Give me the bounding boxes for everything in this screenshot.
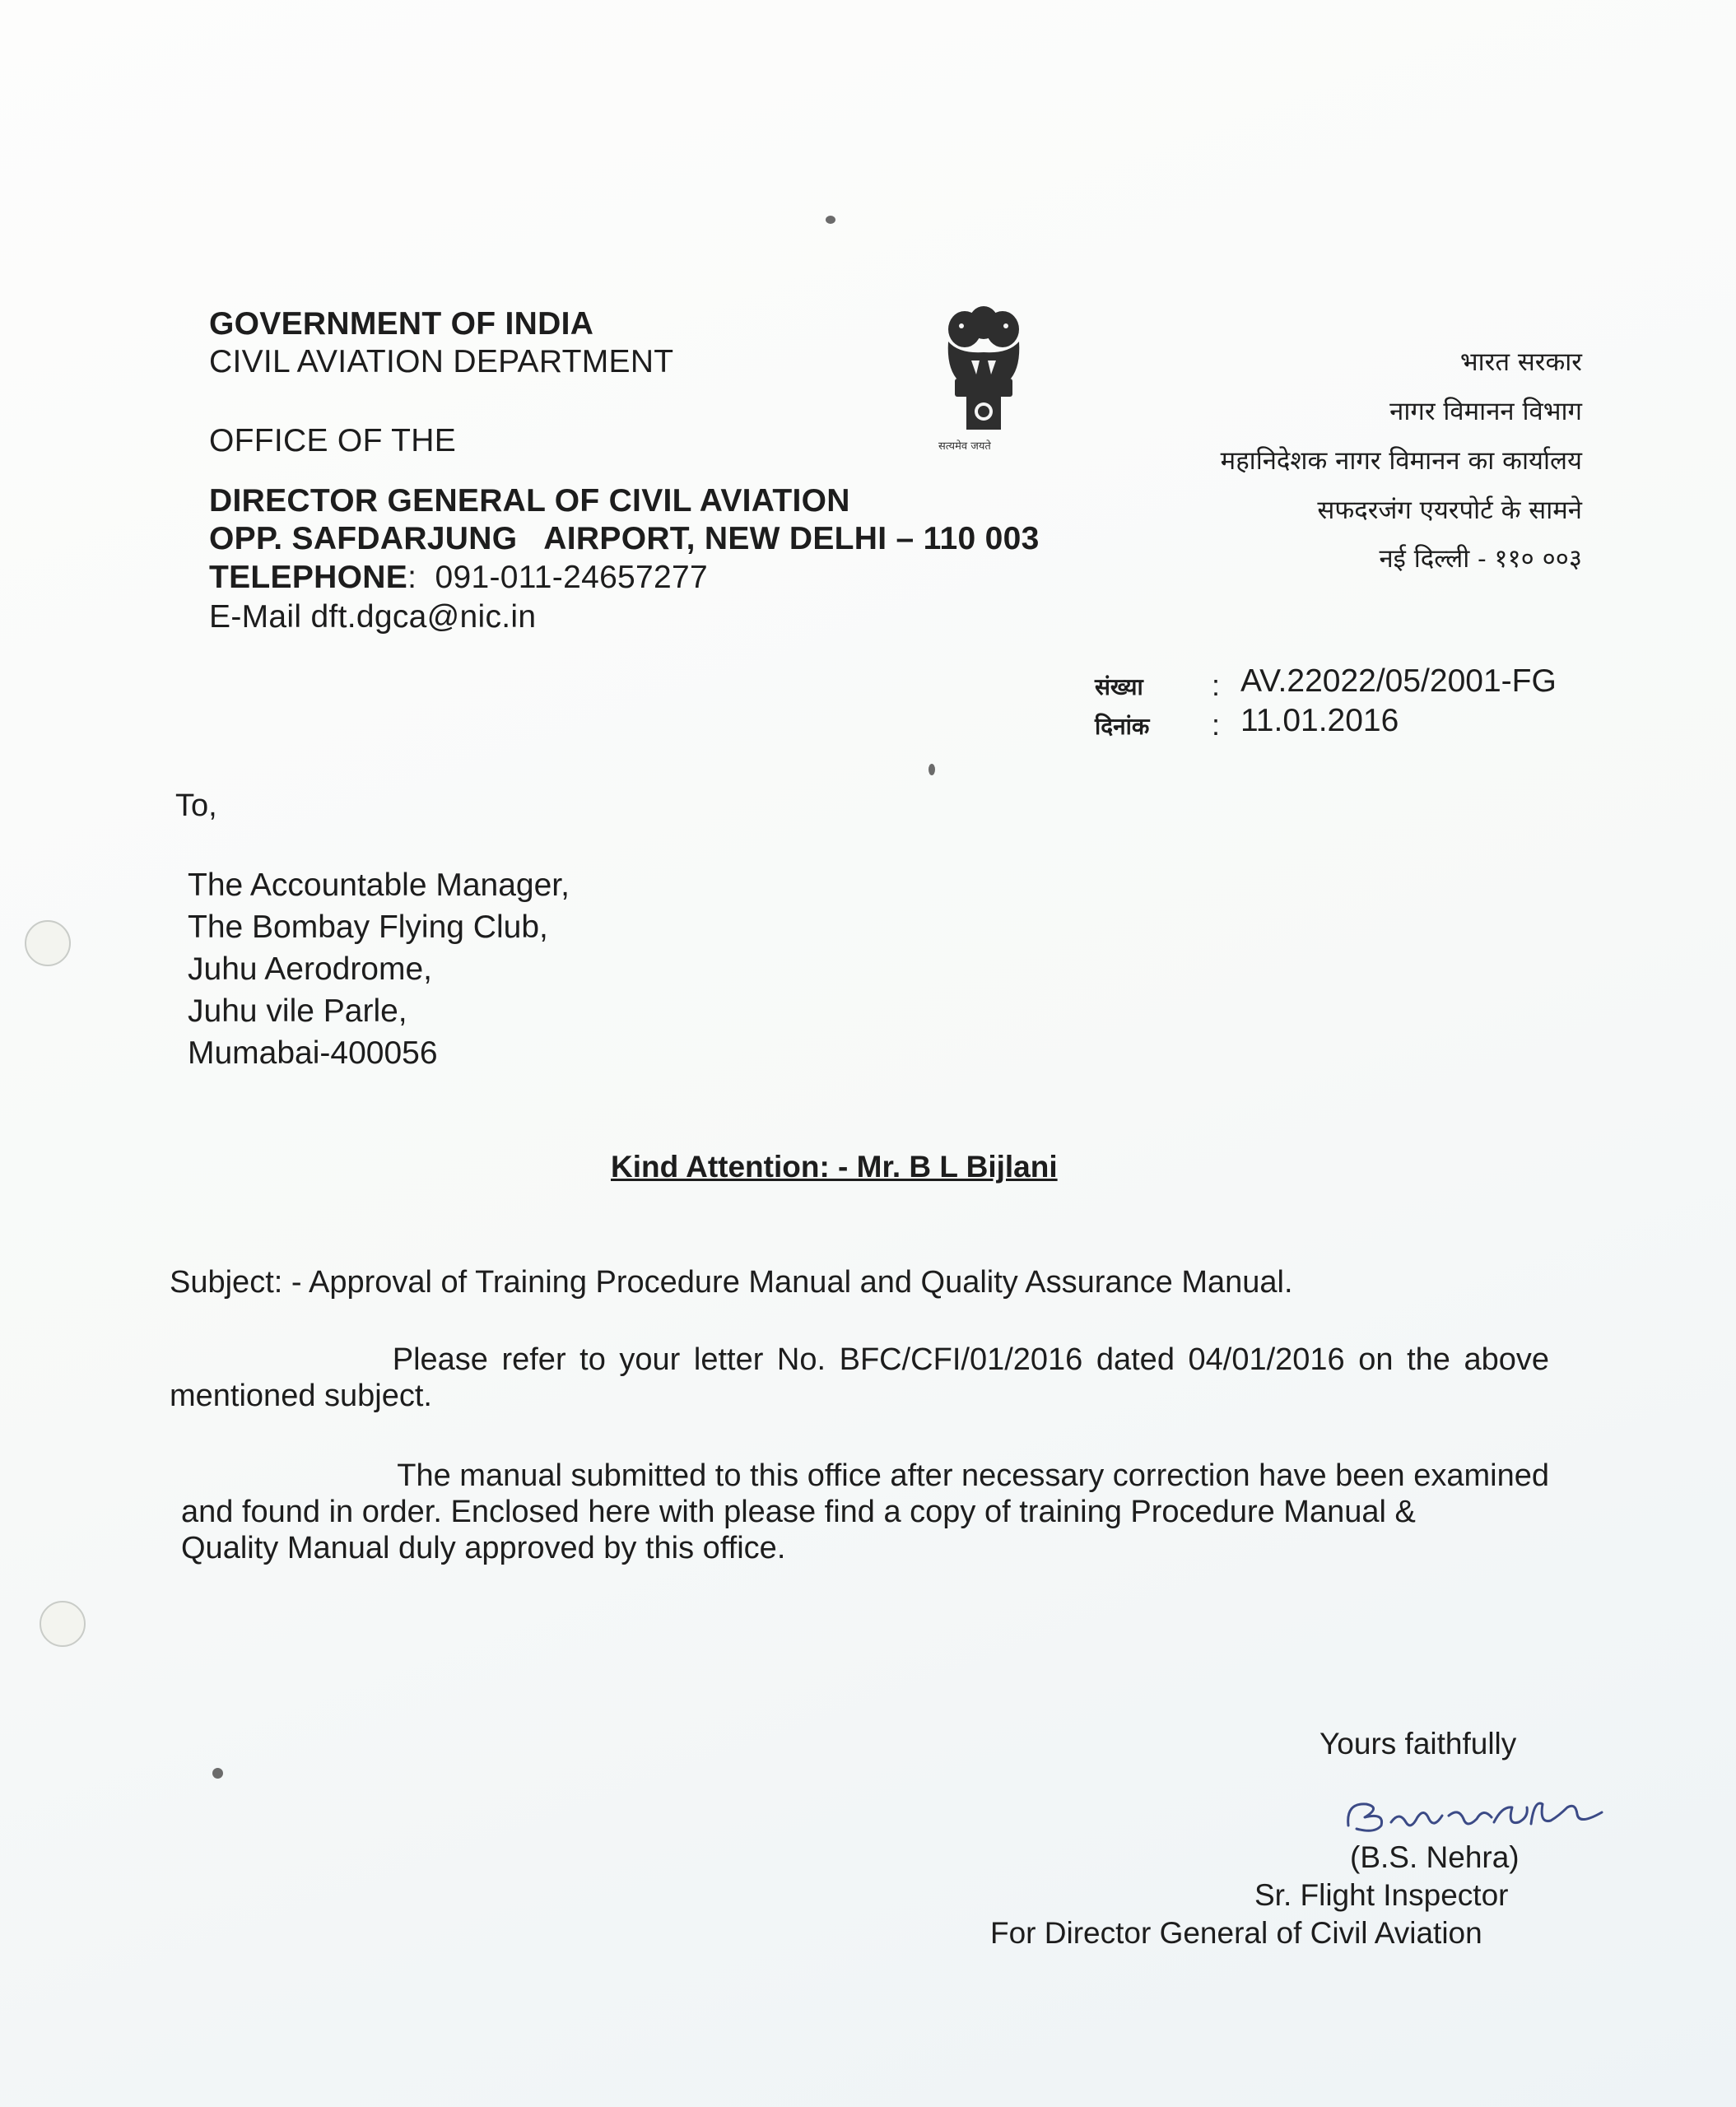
date-label: दिनांक	[1095, 713, 1150, 740]
to-line: To,	[175, 788, 217, 823]
emblem-motto: सत्यमेव जयते	[938, 440, 991, 453]
government-heading: GOVERNMENT OF INDIA	[209, 306, 594, 342]
signatory-name: (B.S. Nehra)	[1350, 1840, 1520, 1874]
paragraph-line: Quality Manual duly approved by this office.	[181, 1531, 786, 1565]
national-emblem-icon	[930, 296, 1037, 461]
paragraph-line: Please refer to your letter No. BFC/CFI/01/2016 dated 04/01/2016 on the above	[392, 1342, 1549, 1377]
punch-hole-top	[25, 920, 71, 966]
recipient-line: Juhu vile Parle,	[188, 993, 407, 1029]
recipient-line: The Bombay Flying Club,	[188, 909, 548, 945]
email-line: E-Mail dft.dgca@nic.in	[209, 599, 537, 635]
letter-date: 11.01.2016	[1240, 703, 1399, 738]
office-address: OPP. SAFDARJUNG AIRPORT, NEW DELHI – 110 003	[209, 521, 1040, 556]
handwritten-signature	[1342, 1793, 1646, 1842]
department-heading: CIVIL AVIATION DEPARTMENT	[209, 344, 674, 379]
reference-number-label: संख्या	[1095, 673, 1143, 700]
telephone-label: TELEPHONE	[209, 560, 408, 595]
paragraph-line: and found in order. Enclosed here with please find a copy of training Procedure Manual &	[181, 1495, 1416, 1529]
hindi-government: भारत सरकार	[1459, 347, 1582, 377]
recipient-address	[188, 864, 570, 1074]
recipient-line: The Accountable Manager,	[188, 867, 570, 903]
paragraph-line: The manual submitted to this office after necessary correction have been examined	[397, 1458, 1549, 1493]
telephone-line	[209, 560, 708, 596]
reference-number-sep: :	[1212, 668, 1221, 702]
hindi-address: सफदरजंग एयरपोर्ट के सामने	[1317, 495, 1582, 525]
paragraph-line: mentioned subject.	[170, 1379, 432, 1413]
kind-attention: Kind Attention: - Mr. B L Bijlani	[611, 1150, 1058, 1184]
scan-speck	[826, 216, 835, 224]
telephone-number: : 091-011-24657277	[407, 560, 709, 595]
recipient-line: Mumabai-400056	[188, 1035, 438, 1071]
yours-faithfully: Yours faithfully	[1319, 1727, 1517, 1760]
paragraph-approval	[181, 1458, 1549, 1566]
recipient-line: Juhu Aerodrome,	[188, 951, 433, 987]
reference-number: AV.22022/05/2001-FG	[1240, 663, 1557, 699]
subject-line: Subject: - Approval of Training Procedure Manual and Quality Assurance Manual.	[170, 1265, 1293, 1300]
hindi-office: महानिदेशक नागर विमानन का कार्यालय	[1220, 446, 1582, 476]
office-of-line: OFFICE OF THE	[209, 423, 457, 458]
signatory-for-line: For Director General of Civil Aviation	[990, 1916, 1482, 1950]
punch-hole-bottom	[40, 1601, 86, 1647]
hindi-department: नागर विमानन विभाग	[1389, 397, 1582, 426]
scan-speck	[929, 764, 935, 775]
paragraph-reference	[170, 1342, 1549, 1414]
director-general-heading: DIRECTOR GENERAL OF CIVIL AVIATION	[209, 483, 850, 519]
scan-speck	[212, 1768, 223, 1779]
date-sep: :	[1212, 708, 1221, 742]
hindi-city-pin: नई दिल्ली - ११० ००३	[1379, 544, 1582, 574]
signatory-designation: Sr. Flight Inspector	[1254, 1878, 1509, 1912]
